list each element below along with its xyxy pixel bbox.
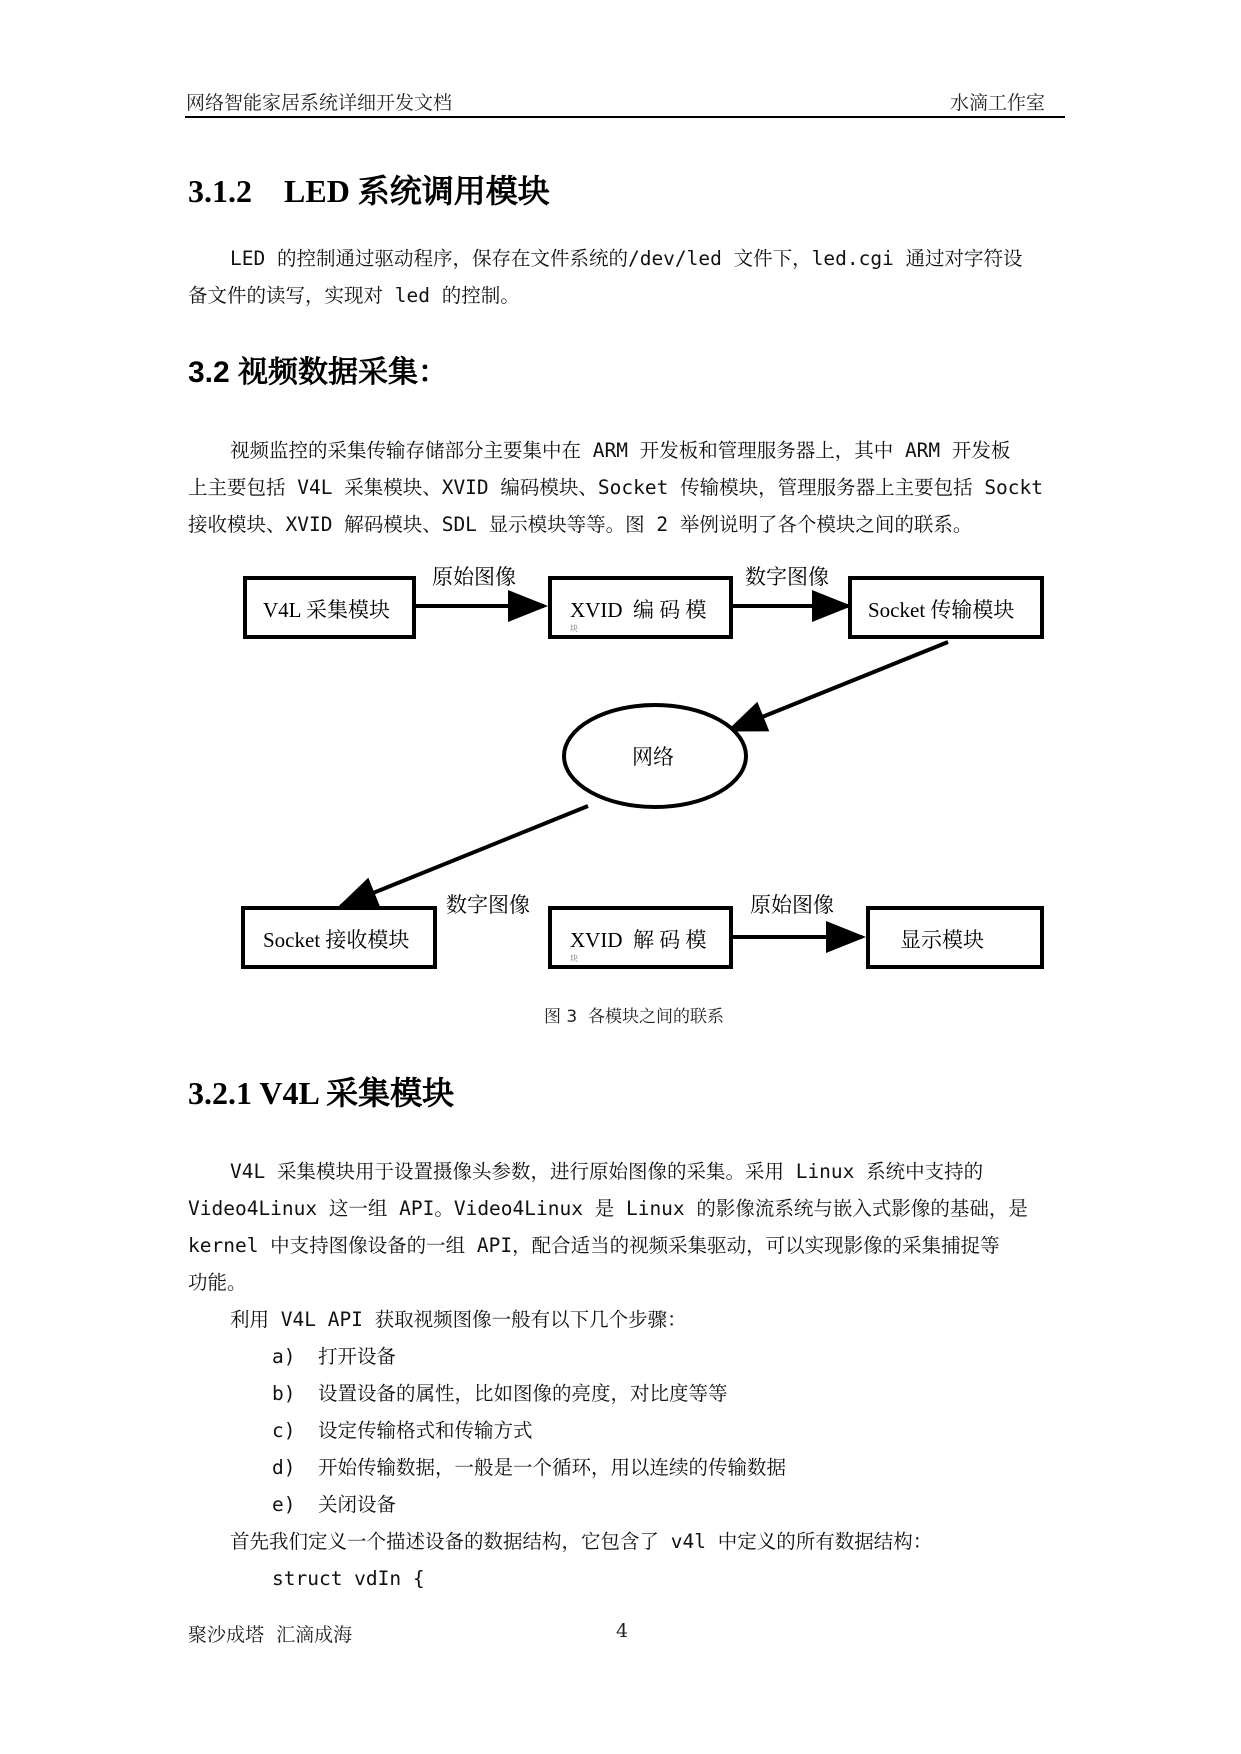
step-text: 打开设备 [318,1345,397,1368]
step-marker: c) [272,1419,296,1442]
socket-send-label: Socket 传输模块 [868,598,1015,622]
step-marker: d) [272,1456,296,1479]
header-studio: 水滴工作室 [950,92,1046,114]
paragraph-line: 功能。 [188,1271,247,1294]
socket-recv-label: Socket 接收模块 [263,928,410,952]
paragraph-line: 利用 V4L API 获取视频图像一般有以下几个步骤： [230,1308,687,1331]
paragraph-line: kernel 中支持图像设备的一组 API，配合适当的视频采集驱动，可以实现影像的采集捕捉等 [188,1234,1000,1257]
code-line: struct vdIn { [272,1567,425,1590]
xvid-decoder-label-overflow: 块 [570,954,578,963]
footer-motto: 聚沙成塔 汇滴成海 [188,1624,353,1646]
arrow-socket-to-network [730,642,948,730]
step-marker: b) [272,1382,296,1405]
xvid-decoder-box [548,906,733,969]
network-label: 网络 [632,745,674,769]
header-title: 网络智能家居系统详细开发文档 [186,92,453,114]
xvid-decoder-label: XVID 解 码 模 [570,928,707,952]
step-text: 设置设备的属性，比如图像的亮度，对比度等等 [318,1382,728,1405]
xvid-encoder-label-overflow: 块 [570,624,578,633]
step-text: 设定传输格式和传输方式 [318,1419,533,1442]
section-3-2-heading: 3.2 视频数据采集： [188,356,449,389]
socket-send-box [848,576,1044,639]
edge-label-digital-image: 数字图像 [745,565,829,589]
xvid-encoder-label: XVID 编 码 模 [570,598,707,622]
edge-label-raw-image: 原始图像 [750,893,834,917]
socket-recv-box [241,906,437,969]
display-module-label: 显示模块 [900,928,984,952]
section-3-1-2-heading: 3.1.2 LED 系统调用模块 [188,173,550,209]
paragraph-line: 备文件的读写，实现对 led 的控制。 [188,284,520,307]
paragraph-line: 视频监控的采集传输存储部分主要集中在 ARM 开发板和管理服务器上，其中 ARM 开发板 [230,439,1011,462]
paragraph-line: Video4Linux 这一组 API。Video4Linux 是 Linux 的影像流系统与嵌入式影像的基础，是 [188,1197,1028,1220]
v4l-module-label: V4L 采集模块 [263,598,390,622]
paragraph-line: 上主要包括 V4L 采集模块、XVID 编码模块、Socket 传输模块，管理服务器上主要包括 Sockt [188,476,1044,499]
xvid-encoder-box [548,576,733,639]
paragraph-line: V4L 采集模块用于设置摄像头参数，进行原始图像的采集。采用 Linux 系统中支持的 [230,1160,984,1183]
step-text: 开始传输数据，一般是一个循环，用以连续的传输数据 [318,1456,787,1479]
paragraph-line: LED 的控制通过驱动程序，保存在文件系统的/dev/led 文件下，led.cgi 通过对字符设 [230,247,1023,270]
step-text: 关闭设备 [318,1493,397,1516]
paragraph-line: 接收模块、XVID 解码模块、SDL 显示模块等等。图 2 举例说明了各个模块之间的联系。 [188,513,973,536]
step-marker: a) [272,1345,296,1368]
display-module-box [866,906,1044,969]
edge-label-digital-image: 数字图像 [446,893,530,917]
page-number: 4 [616,1620,629,1642]
paragraph-line: 首先我们定义一个描述设备的数据结构，它包含了 v4l 中定义的所有数据结构： [230,1530,933,1553]
figure-caption: 图 3 各模块之间的联系 [544,1007,725,1027]
step-marker: e) [272,1493,296,1516]
v4l-module-box [243,576,416,639]
edge-label-raw-image: 原始图像 [432,565,516,589]
section-3-2-1-heading: 3.2.1 V4L 采集模块 [188,1075,455,1111]
